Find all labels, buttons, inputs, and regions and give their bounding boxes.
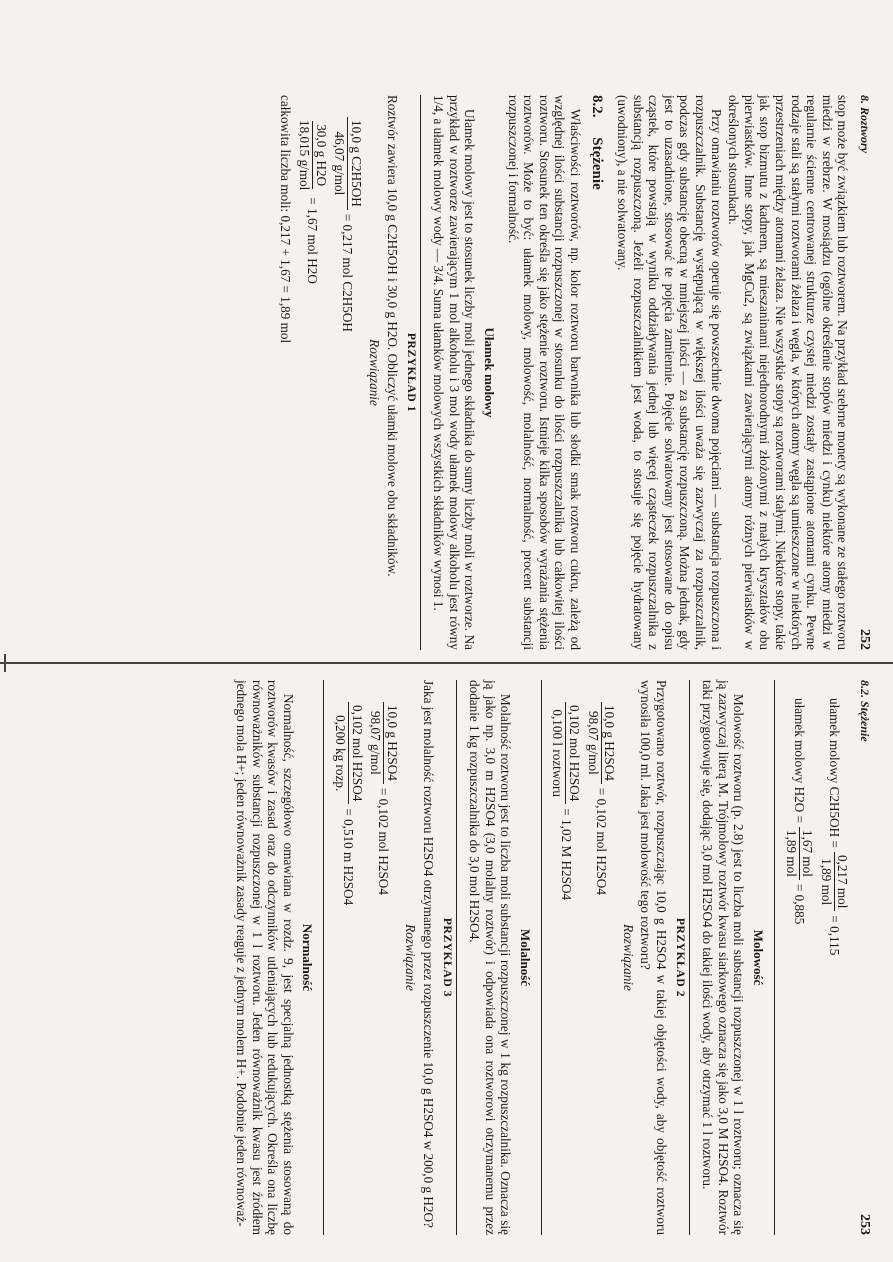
result: = 0,102 mol H2SO4 — [593, 787, 609, 895]
fraction — [332, 702, 364, 804]
denominator: 1,89 mol — [818, 858, 834, 906]
denominator: 0,200 kg rozp. — [332, 715, 348, 792]
example-end-rule — [541, 680, 542, 1235]
result: = 1,67 mol H2O — [305, 197, 321, 284]
equation — [296, 113, 328, 650]
example-problem: Przygotowano roztwór, rozpuszczając 10,0 g H2SO4 w takiej objętości wody, aby objętość roztworu wynosiła 100,0 ml. Jaka jest molowość tego roztworu? — [638, 680, 670, 1235]
solution-label: Rozwiązanie — [620, 924, 636, 991]
paragraph: Normalność, szczegółowo omawiana w rozdz. 9, jest specjalną jednostką stężenia stosowaną do roztworów kwasów i zasad oraz do odczynników utleniających lub redukujących. Określa ona liczbę równoważników substancji rozpuszczonej w 1 l roztworu. Jeden równoważnik kwasu jest źródłem jednego mola H+; jeden równoważnik zasady reaguje z jednym molem H+. Podobnie jeden równoważ- — [234, 680, 296, 1235]
result: = 0,885 — [791, 883, 807, 925]
denominator: 46,07 g/mol — [332, 131, 348, 196]
numerator: 30,0 g H2O — [312, 121, 329, 189]
total-line: całkowita liczba moli: 0,217 + 1,67 = 1,89 mol — [278, 95, 294, 344]
denominator: 1,89 mol — [783, 830, 799, 877]
example-end-rule — [323, 680, 324, 1235]
denominator: 18,015 g/mol — [297, 120, 312, 191]
equation — [332, 698, 364, 1235]
fraction — [550, 702, 582, 804]
running-head-title: 8.2. Stężenie — [858, 680, 872, 742]
subsection-heading: Molalność — [517, 928, 533, 987]
equation — [783, 698, 815, 1235]
fraction — [368, 702, 400, 784]
paragraph: stop może być związkiem lub roztworem. Na przykład srebrne monety są wykonane ze stałego roztworu miedzi w srebrze. W mosiądzu (ogólne określenie stopów miedzi i cynku) niektóre atomy miedzi w regularnie ścienne centrowanej strukturze czystej miedzi zostały zastąpione atomami cynku. Pewne rodzaje stali są stałymi roztworami żelaza i węgla, w których atomy węgla są umieszczone w niektórych przestrzeniach między atomami żelaza. Nie wszystkie stopy są roztworami stałymi. Niektóre stopy, takie jak stop bizmutu z kadmem, są mieszaninami niejednorodnymi złożonymi z małych kryształów obu pierwiastków. Inne stopy, jak MgCu2, są związkami zawierającymi atomy różnych pierwiastków w określonych stosunkach. — [726, 95, 851, 650]
numerator: 10,0 g C2H5OH — [347, 117, 364, 210]
page-252 — [12, 95, 872, 650]
numerator: 0,102 mol H2SO4 — [348, 702, 365, 804]
running-head — [856, 680, 872, 1235]
example-rule — [420, 95, 421, 650]
numerator: 10,0 g H2SO4 — [383, 702, 400, 784]
denominator: 98,07 g/mol — [585, 711, 601, 775]
example-label: PRZYKŁAD 1 — [404, 332, 417, 413]
page-number: 253 — [857, 1214, 872, 1235]
spine-mark — [4, 654, 6, 672]
numerator: 0,217 mol — [834, 852, 851, 911]
subsection-heading: Ułamek molowy — [481, 327, 497, 418]
numerator: 10,0 g H2SO4 — [601, 702, 618, 784]
fraction — [783, 827, 815, 880]
subsection-heading: Normalność — [300, 923, 316, 992]
paragraph: Ułamek molowy jest to stosunek liczby moli jednego składnika do sumy liczby moli w roztworze. Na przykład w roztworze zawierającym 1 mol alkoholu i 3 mol wody ułamek molowy alkoholu jest równy 1/4, a ułamek molowy wody — 3/4. Suma ułamków molowych wszystkich składników wynosi 1. — [431, 95, 478, 650]
example-rule — [456, 680, 457, 1235]
example-rule — [689, 680, 690, 1235]
book-spine — [0, 662, 893, 664]
solution-label: Rozwiązanie — [403, 924, 419, 991]
numerator: 1,67 mol — [799, 827, 816, 880]
example-problem: Roztwór zawiera 10,0 g C2H5OH i 30,0 g H2O. Obliczyć ułamki molowe obu składników. — [384, 95, 400, 577]
equation — [332, 113, 364, 650]
equation — [368, 698, 400, 1235]
example-label: PRZYKŁAD 2 — [673, 917, 686, 998]
page-253 — [12, 680, 872, 1235]
section-title: Stężenie — [589, 137, 606, 190]
section-heading — [589, 95, 605, 650]
section-number: 8.2. — [589, 95, 606, 118]
running-head-title: 8. Roztwory — [858, 95, 872, 154]
fraction — [585, 702, 617, 784]
page-number: 252 — [857, 629, 872, 650]
example-problem: Jaka jest molalność roztworu H2SO4 otrzymanego przez rozpuszczenie 10,0 g H2SO4 w 200,0 g H2O? — [420, 680, 436, 1228]
paragraph: Molowość roztworu (p. 2.8) jest to liczba moli substancji rozpuszczonej w 1 l roztworu; oznacza się ją zazwyczaj literą M. Trójmolowy roztwór kwasu siarkowego oznacza się jako 3,0 M H2SO4. Roztwór taki przygotowuje się, dodając 3,0 mol H2SO4 do takiej ilości wody, aby otrzymać 1 l roztworu. — [700, 680, 747, 1235]
numerator: 0,102 mol H2SO4 — [566, 702, 583, 804]
example-label: PRZYKŁAD 3 — [440, 917, 453, 998]
fraction — [296, 117, 328, 193]
fraction — [332, 117, 364, 210]
equation — [585, 698, 617, 1235]
paragraph: Molalność roztworu jest to liczba moli substancji rozpuszczonej w 1 kg rozpuszczalnika. Oznacza się ją jako np. 3,0 m H2SO4 (3,0 molalny roztwór) i odpowiada ona roztworowi otrzymanemu przez dodanie 1 kg rozpuszczalnika do 3,0 mol H2SO4. — [467, 680, 514, 1235]
equation — [550, 698, 582, 1235]
solution-label: Rozwiązanie — [367, 339, 383, 406]
paragraph: Właściwości roztworów, np. kolor roztworu barwnika lub słodki smak roztworu cukru, zależą od względnej ilości substancji rozpuszczonej w stosunku do ilości rozpuszczalnika lub całkowitej ilości roztworu. Stosunek ten określa się jako stężenie roztworu. Istnieje kilka sposobów wyrażania stężenia roztworów. Może to być: ułamek molowy, molowość, molalność, normalność, procent substancji rozpuszczonej i formalność. — [505, 95, 583, 650]
lhs: ułamek molowy C2H5OH = — [827, 698, 843, 848]
example-end-rule — [774, 680, 775, 1235]
fraction — [818, 852, 850, 911]
denominator: 98,07 g/mol — [368, 711, 384, 775]
result: = 1,02 M H2SO4 — [558, 808, 574, 901]
equation — [818, 698, 850, 1235]
running-head — [856, 95, 872, 650]
result: = 0,102 mol H2SO4 — [376, 787, 392, 895]
paragraph: Przy omawianiu roztworów operuje się powszechnie dwoma pojęciami — substancja rozpuszczona i rozpuszczalnik. Substancję występującą w większej ilości uważa się zazwyczaj za rozpuszczalnik, podczas gdy substancję obecną w mniejszej ilości — za substancję rozpuszczoną. Można jednak, gdy jest to uzasadnione, stosować te pojęcia zamiennie. Pojęcie solwatowany jest stosowane do opisu cząstek, które powstają w wyniku oddziaływania jednej lub więcej cząsteczek rozpuszczalnika z substancją rozpuszczoną. Jeżeli rozpuszczalnikiem jest woda, to stosuje się pojęcie hydratowany (uwodniony), a nie solwatowany. — [615, 95, 724, 650]
lhs: ułamek molowy H2O = — [791, 698, 807, 824]
result: = 0,115 — [827, 915, 843, 956]
denominator: 0,100 l roztworu — [550, 709, 566, 797]
result: = 0,217 mol C2H5OH — [340, 213, 356, 332]
subsection-heading: Molowość — [751, 929, 767, 986]
result: = 0,510 m H2SO4 — [341, 808, 357, 906]
